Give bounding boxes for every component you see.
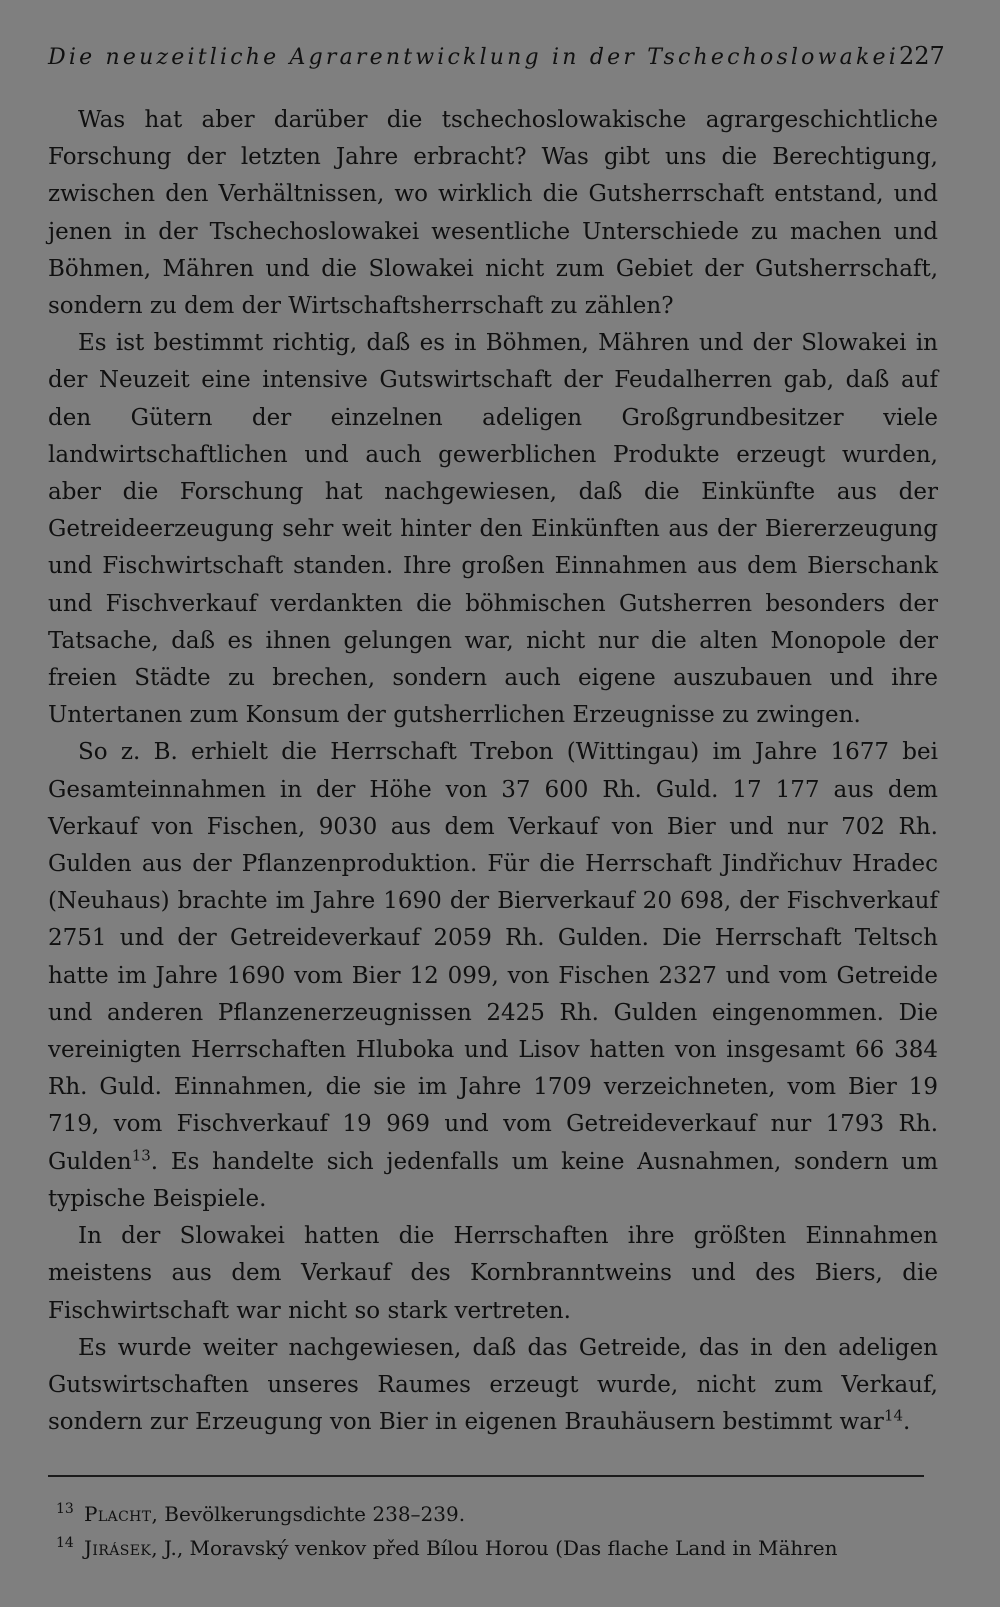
paragraph-text: In der Slowakei hatten die Herrschaften ihre größten Einnahmen meistens aus dem Verkauf des Kornbranntweins und des Biers, die Fischwirtschaft war nicht so stark vertreten. bbox=[48, 1223, 938, 1324]
footnote-13 bbox=[48, 1499, 938, 1533]
footnote-reference-13[interactable]: 13 bbox=[131, 1146, 151, 1165]
paragraph-1 bbox=[48, 102, 938, 325]
footnote-divider bbox=[48, 1475, 924, 1477]
paragraph-text: Es wurde weiter nachgewiesen, daß das Getreide, das in den adeligen Gutswirtschaften unseres Raumes erzeugt wurde, nicht zum Verkauf, sondern zur Erzeugung von Bier in eigenen Brauhäusern bestimmt war bbox=[48, 1334, 938, 1436]
paragraph-text-continuation: . Es handelte sich jedenfalls um keine Ausnahmen, sondern um typische Beispiele. bbox=[48, 1148, 938, 1212]
paragraph-text: Es ist bestimmt richtig, daß es in Böhmen, Mähren und der Slowakei in der Neuzeit eine intensive Gutswirtschaft der Feudalherren gab, daß auf den Gütern der einzelnen adeligen Großgrundbesitzer viele landwirtschaftlichen und auch gewerblichen Produkte erzeugt wurden, aber die Forschung hat nachgewiesen, daß die Einkünfte aus der Getreideerzeugung sehr weit hinter den Einkünften aus der Biererzeugung und Fischwirtschaft standen. Ihre großen Einnahmen aus dem Bierschank und Fischverkauf verdankten die böhmischen Gutsherren besonders der Tatsache, daß es ihnen gelungen war, nicht nur die alten Monopole der freien Städte zu brechen, sondern auch eigene auszubauen und ihre Untertanen zum Konsum der gutsherrlichen Erzeugnisse zu zwingen. bbox=[48, 330, 938, 729]
paragraph-5 bbox=[48, 1330, 938, 1442]
footnote-reference-14[interactable]: 14 bbox=[883, 1406, 904, 1425]
main-text bbox=[48, 102, 938, 1441]
paragraph-text: Was hat aber darüber die tschechoslowakische agrargeschichtliche Forschung der letzten Jahre erbracht? Was gibt uns die Berechtigung, zwischen den Verhältnissen, wo wirklich die Gutsherrschaft entstand, und jenen in der Tschechoslowakei wesentliche Unterschiede zu machen und Böhmen, Mähren und die Slowakei nicht zum Gebiet der Gutsherrschaft, sondern zu dem der Wirtschaftsherrschaft zu zählen? bbox=[48, 107, 938, 320]
footnote-number: 13 bbox=[56, 1501, 74, 1518]
paragraph-2 bbox=[48, 325, 938, 734]
paragraph-text-continuation: . bbox=[903, 1409, 911, 1436]
page-header bbox=[48, 42, 945, 70]
paragraph-text: So z. B. erhielt die Herrschaft Trebon (Wittingau) im Jahre 1677 bei Gesamteinnahmen in der Höhe von 37 600 Rh. Guld. 17 177 aus dem Verkauf von Fischen, 9030 aus dem Verkauf von Bier und nur 702 Rh. Gulden aus der Pflanzenproduktion. Für die Herrschaft Jindřichuv Hradec (Neuhaus) brachte im Jahre 1690 der Bierverkauf 20 698, der Fischverkauf 2751 und der Getreideverkauf 2059 Rh. Gulden. Die Herrschaft Teltsch hatte im Jahre 1690 vom Bier 12 099, von Fischen 2327 und vom Getreide und anderen Pflanzenerzeugnissen 2425 Rh. Gulden eingenommen. Die vereinigten Herrschaften Hluboka und Lisov hatten von insgesamt 66 384 Rh. Guld. Einnahmen, die sie im Jahre 1709 verzeichneten, vom Bier 19 719, vom Fischverkauf 19 969 und vom Getreideverkauf nur 1793 Rh. Gulden bbox=[48, 739, 938, 1175]
running-title: Die neuzeitliche Agrarentwicklung in der Tschechoslowakei bbox=[48, 45, 899, 70]
footnote-number: 14 bbox=[56, 1535, 74, 1552]
footnote-text: , J., Moravský venkov před Bílou Horou (Das flache Land in Mähren bbox=[151, 1536, 838, 1561]
page-number: 227 bbox=[898, 42, 945, 70]
footnote-text: , Bevölkerungsdichte 238–239. bbox=[151, 1502, 466, 1527]
footnotes bbox=[48, 1499, 938, 1567]
footnote-author: Placht bbox=[84, 1502, 152, 1527]
footnote-14 bbox=[48, 1533, 938, 1567]
paragraph-4 bbox=[48, 1218, 938, 1330]
paragraph-3 bbox=[48, 734, 938, 1218]
footnote-author: Jirásek bbox=[84, 1536, 152, 1561]
